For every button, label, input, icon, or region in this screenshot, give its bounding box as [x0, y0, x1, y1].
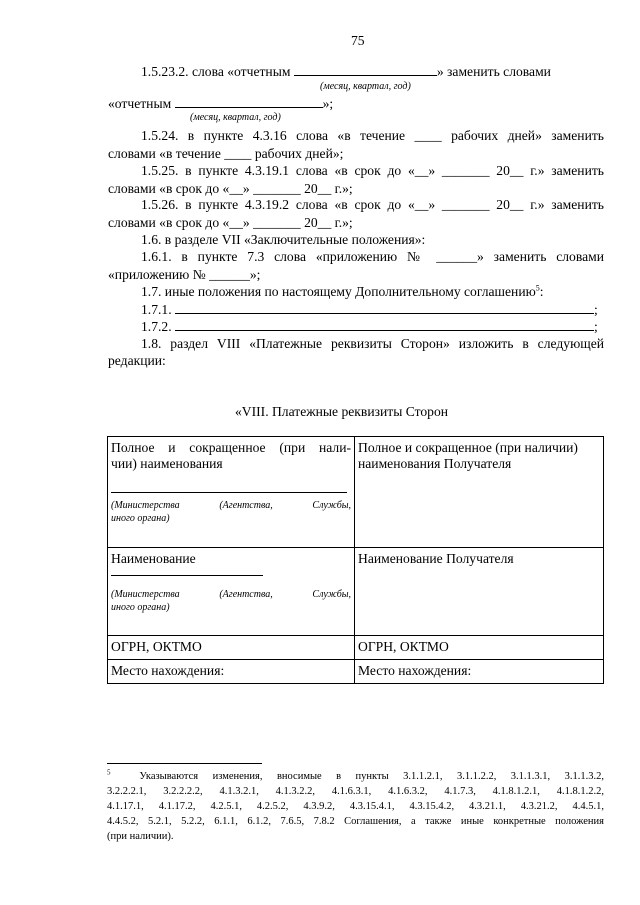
item-1-5-23-2	[141, 63, 551, 80]
footnote-line: 3.2.2.2.1, 3.2.2.2.2, 4.1.3.2.1, 4.1.3.2.2, 4.1.6.3.1, 4.1.6.3.2, 4.1.7.3, 4.1.8.1.2.1, 4.1.8.1.2.2,	[107, 786, 604, 797]
cell-text: Полное и сокращенное (при наличии)	[358, 440, 578, 455]
item-1-7-2	[141, 318, 598, 335]
table-cell	[355, 437, 604, 548]
item-1-5-23-2-text-end: » заменить словами	[436, 64, 551, 79]
item-1-7-colon: :	[539, 284, 544, 299]
footnote-line: (при наличии).	[107, 831, 174, 842]
cell-hint: иного органа)	[111, 513, 170, 524]
item-1-6-1-line1	[141, 249, 604, 265]
footnote-line: 4.4.5.2, 5.2.1, 5.2.2, 6.1.1, 6.1.2, 7.6.5, 7.8.2 Соглашения, а также иные конкретные положения	[107, 816, 604, 827]
table-row	[108, 660, 604, 684]
table-row	[108, 548, 604, 636]
footnote-line: 4.1.17.1, 4.1.17.2, 4.2.5.1, 4.2.5.2, 4.3.9.2, 4.3.15.4.1, 4.3.15.4.2, 4.3.21.1, 4.3.21.2, 4.4.5.1,	[107, 801, 604, 812]
item-1-6: 1.6. в разделе VII «Заключительные положения»:	[141, 232, 426, 247]
table-cell	[108, 636, 355, 660]
item-1-6-1-line2: «приложению № ______»;	[108, 267, 261, 282]
item-1-7-text: 1.7. иные положения по настоящему Дополнительному соглашению	[141, 284, 536, 299]
item-1-5-24-text: 1.5.24. в пункте 4.3.16 слова «в течение ____ рабочих дней» заменить	[141, 128, 604, 143]
item-1-5-25-line1	[141, 163, 604, 179]
item-1-5-25-text: 1.5.25. в пункте 4.3.19.1 слова «в срок до «__» _______ 20__ г.» заменить	[141, 163, 604, 178]
cell-text: Полное и сокращенное (при нали-	[111, 440, 351, 455]
footnote-line	[107, 769, 604, 784]
footnote-separator	[107, 763, 262, 764]
cell-text: наименования Получателя	[358, 456, 512, 471]
section-title: «VIII. Платежные реквизиты Сторон	[235, 404, 449, 419]
page-number: 75	[351, 33, 365, 48]
item-1-5-24-line2: словами «в течение ____ рабочих дней»;	[108, 146, 344, 161]
cell-text: Место нахождения:	[358, 663, 472, 678]
footnote	[107, 769, 604, 844]
item-1-5-23-2-text: 1.5.23.2. слова «отчетным	[141, 64, 291, 79]
item-1-6-1-text: 1.6.1. в пункте 7.3 слова «приложению № ______» заменить словами	[141, 249, 604, 264]
blank-line	[294, 63, 437, 76]
item-1-5-26-line1	[141, 197, 604, 213]
item-period-line	[108, 95, 333, 112]
item-1-8-line2: редакции:	[108, 353, 166, 368]
item-1-7-2-label: 1.7.2.	[141, 319, 172, 334]
table-cell	[355, 636, 604, 660]
footnote-ref: 5	[535, 283, 540, 293]
table-cell	[355, 548, 604, 636]
item-1-8-line1	[141, 336, 604, 352]
blank-line	[175, 301, 594, 314]
table-row	[108, 636, 604, 660]
cell-text: ОГРН, ОКТМО	[111, 639, 202, 654]
table-cell	[108, 548, 355, 636]
cell-text: Место нахождения:	[111, 663, 225, 678]
item-1-5-26-line2: словами «в срок до «__» _______ 20__ г.»;	[108, 215, 353, 230]
blank-line	[111, 575, 263, 576]
requisites-table	[107, 436, 604, 684]
item-1-7	[141, 284, 544, 300]
cell-text: Наименование	[111, 551, 196, 566]
cell-text: Наименование Получателя	[358, 551, 514, 566]
blank-line	[111, 492, 347, 493]
table-cell	[108, 437, 355, 548]
item-1-7-1	[141, 301, 598, 318]
hint-period-1: (месяц, квартал, год)	[320, 81, 411, 92]
cell-text: чии) наименования	[111, 456, 223, 471]
item-1-5-24-line1	[141, 128, 604, 144]
table-cell	[108, 660, 355, 684]
blank-line	[175, 318, 594, 331]
item-1-7-1-label: 1.7.1.	[141, 302, 172, 317]
cell-hint: иного органа)	[111, 602, 170, 613]
period-line-text: «отчетным	[108, 96, 172, 111]
blank-line	[175, 95, 323, 108]
footnote-text: Указываются изменения, вносимые в пункты 3.1.1.2.1, 3.1.1.2.2, 3.1.1.3.1, 3.1.1.3.2,	[139, 771, 604, 782]
hint-period-2: (месяц, квартал, год)	[190, 112, 281, 123]
item-1-5-25-line2: словами «в срок до «__» _______ 20__ г.»;	[108, 181, 353, 196]
item-1-7-1-end: ;	[594, 302, 598, 317]
footnote-mark: 5	[107, 768, 111, 777]
period-line-end: »;	[322, 96, 334, 111]
item-1-5-26-text: 1.5.26. в пункте 4.3.19.2 слова «в срок до «__» _______ 20__ г.» заменить	[141, 197, 604, 212]
item-1-8-text: 1.8. раздел VIII «Платежные реквизиты Сторон» изложить в следующей	[141, 336, 604, 351]
table-row	[108, 437, 604, 548]
cell-hint: (Министерства (Агентства, Службы,	[111, 589, 351, 600]
cell-hint: (Министерства (Агентства, Службы,	[111, 500, 351, 511]
cell-text: ОГРН, ОКТМО	[358, 639, 449, 654]
item-1-7-2-end: ;	[594, 319, 598, 334]
table-cell	[355, 660, 604, 684]
